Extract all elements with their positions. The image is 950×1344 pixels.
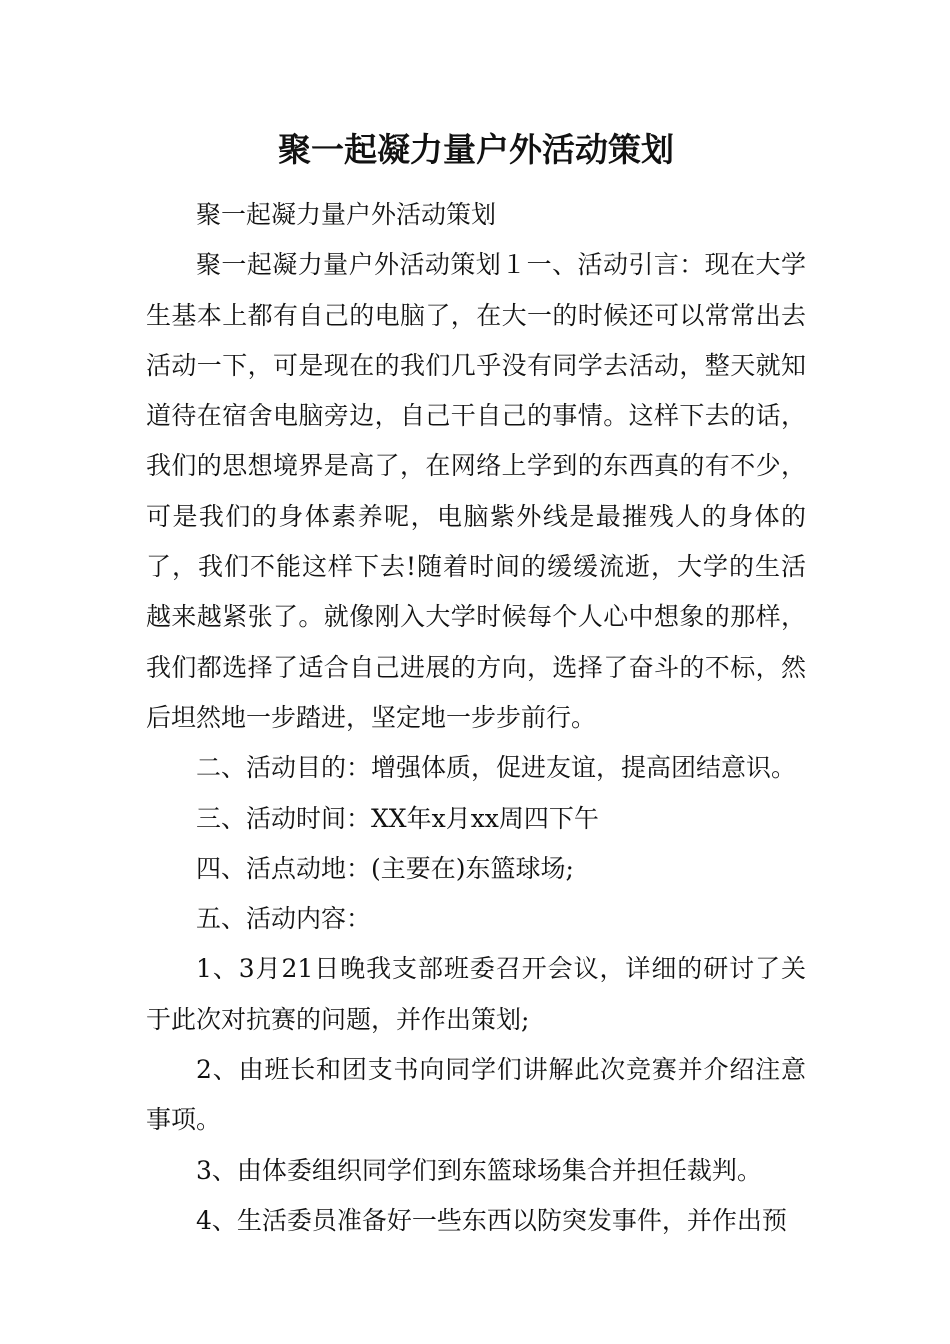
paragraph-item-4: 4、生活委员准备好一些东西以防突发事件，并作出预 [196, 1205, 787, 1235]
paragraph-item-3: 3、由体委组织同学们到东篮球场集合并担任裁判。 [196, 1155, 762, 1185]
paragraph-introduction: 聚一起凝力量户外活动策划１一、活动引言：现在大学生基本上都有自己的电脑了，在大一的时候还可以常常出去活动一下，可是现在的我们几乎没有同学去活动，整天就知道待在宿舍电脑旁边，自己干自己的事情。这样下去的话，我们的思想境界是高了，在网络上学到的东西真的有不少，可是我们的身体素养呢，电脑紫外线是最摧残人的身体的了，我们不能这样下去!随着时间的缓缓流逝，大学的生活越来越紧张了。就像刚入大学时候每个人心中想象的那样，我们都选择了适合自己进展的方向，选择了奋斗的不标，然后坦然地一步踏进，坚定地一步步前行。 [146, 250, 806, 732]
paragraph-location: 四、活点动地：(主要在)东篮球场; [196, 853, 574, 883]
paragraph-item-1: 1、3月21日晚我支部班委召开会议，详细的研讨了关于此次对抗赛的问题，并作出策划; [146, 954, 806, 1034]
document-page [146, 118, 806, 1246]
paragraph-purpose: 二、活动目的：增强体质，促进友谊，提高团结意识。 [196, 753, 797, 783]
paragraph-time: 三、活动时间：XX年x月xx周四下午 [196, 803, 599, 833]
document-title: 聚一起凝力量户外活动策划 [278, 130, 674, 169]
paragraph-item-2: 2、由班长和团支书向同学们讲解此次竞赛并介绍注意事项。 [146, 1055, 806, 1135]
paragraph-subtitle: 聚一起凝力量户外活动策划 [196, 200, 497, 229]
paragraph-content-heading: 五、活动内容： [196, 904, 372, 934]
